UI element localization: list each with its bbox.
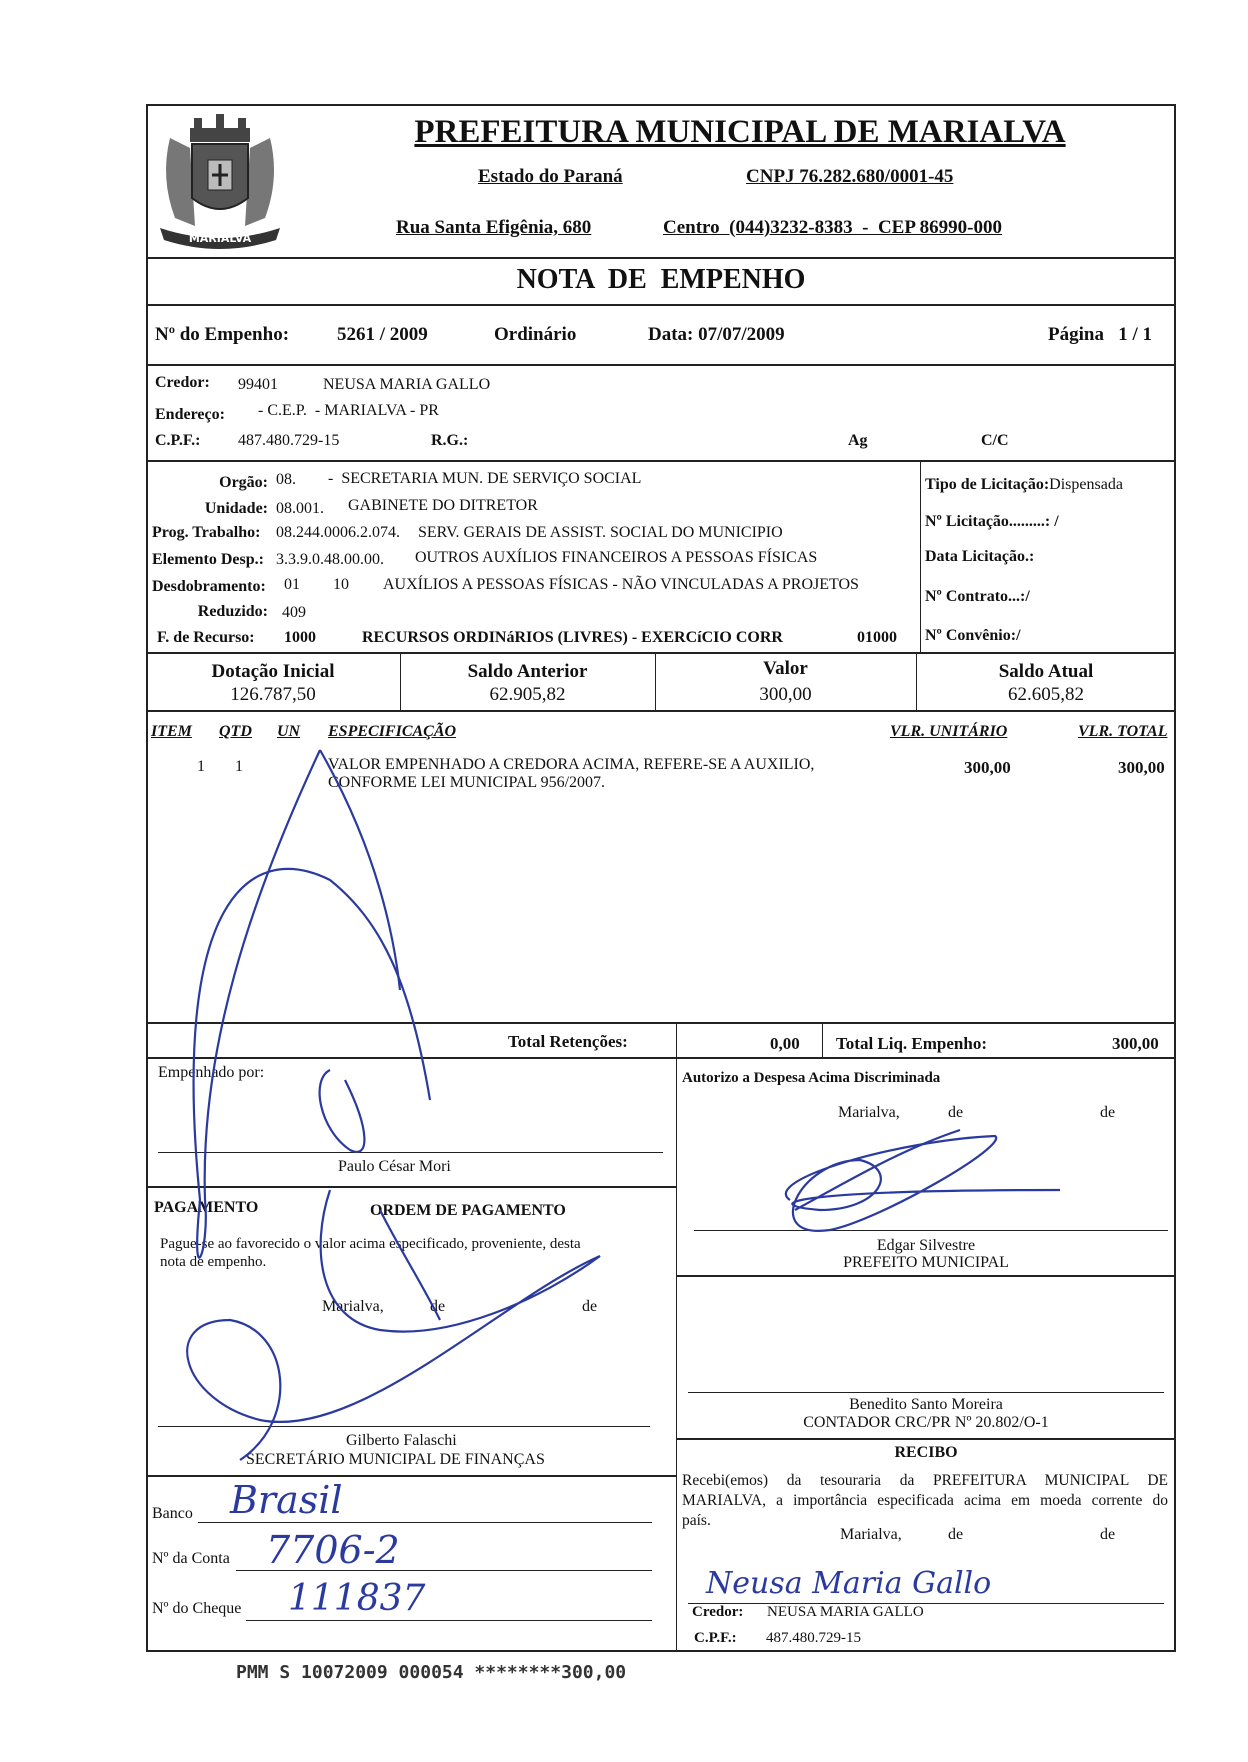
licitacao-data: Data Licitação.: xyxy=(925,548,1035,565)
cheque-value: 111837 xyxy=(288,1578,426,1619)
recibo-credor-name: NEUSA MARIA GALLO xyxy=(767,1604,924,1620)
valor-label: Valor xyxy=(763,658,808,679)
signature-stroke xyxy=(380,1210,440,1320)
street-address: Rua Santa Efigênia, 680 xyxy=(396,217,592,238)
address-value: - C.E.P. - MARIALVA - PR xyxy=(258,402,439,419)
cc-label: C/C xyxy=(981,432,1009,449)
empenhado-por-name: Paulo César Mori xyxy=(338,1158,451,1175)
orgao-label: Orgão: xyxy=(219,474,268,491)
state-name: Estado do Paraná xyxy=(478,166,623,187)
conta-label: Nº da Conta xyxy=(152,1550,230,1567)
total-retencoes-value: 0,00 xyxy=(770,1034,800,1053)
total-retencoes-label: Total Retenções: xyxy=(508,1032,628,1051)
contrato-numero: Nº Contrato...:/ xyxy=(925,588,1030,605)
document-title: NOTA DE EMPENHO xyxy=(516,264,806,295)
prog-desc: SERV. GERAIS DE ASSIST. SOCIAL DO MUNICIPIO xyxy=(418,524,783,541)
reduzido-label: Reduzido: xyxy=(197,603,268,620)
unidade-desc: GABINETE DO DITRETOR xyxy=(348,497,538,514)
dotacao-inicial-label: Dotação Inicial xyxy=(211,661,335,682)
item-total-value: 300,00 xyxy=(1118,758,1165,777)
recibo-text-line2: MARIALVA, a importância especificada acima em moeda corrente do xyxy=(682,1492,1168,1509)
recurso-label: F. de Recurso: xyxy=(157,629,255,646)
prog-label: Prog. Trabalho: xyxy=(152,524,261,541)
autorizo-label: Autorizo a Despesa Acima Discriminada xyxy=(682,1070,941,1086)
contador-role: CONTADOR CRC/PR Nº 20.802/O-1 xyxy=(803,1414,1049,1431)
orgao-code: 08. xyxy=(276,471,296,488)
pagamento-name: Gilberto Falaschi xyxy=(346,1432,457,1449)
autorizo-place: Marialva, xyxy=(838,1104,900,1121)
ag-label: Ag xyxy=(848,432,868,449)
autorizo-de2: de xyxy=(1100,1104,1116,1121)
pagamento-de2: de xyxy=(582,1298,598,1315)
pagamento-label: PAGAMENTO xyxy=(154,1199,259,1216)
licitacao-tipo-value: Dispensada xyxy=(1049,476,1123,493)
page-number: Página 1 / 1 xyxy=(1048,324,1152,345)
total-liquido-value: 300,00 xyxy=(1112,1034,1159,1053)
item-unit-value: 300,00 xyxy=(964,758,1011,777)
items-header-spec: ESPECIFICAÇÃO xyxy=(328,723,457,740)
signature-stroke xyxy=(194,750,430,1258)
reduzido-value: 409 xyxy=(282,604,306,621)
empenho-date: Data: 07/07/2009 xyxy=(648,324,785,345)
signature-stroke xyxy=(187,1190,600,1460)
recibo-cpf-value: 487.480.729-15 xyxy=(766,1630,861,1646)
convenio-numero: Nº Convênio:/ xyxy=(925,627,1021,644)
banco-value: Brasil xyxy=(230,1478,343,1522)
items-header-unit-value: VLR. UNITÁRIO xyxy=(890,723,1008,740)
signature-stroke xyxy=(320,1070,365,1152)
elemento-code: 3.3.9.0.48.00.00. xyxy=(276,551,384,568)
items-header-total-value: VLR. TOTAL xyxy=(1078,723,1168,740)
cpf-label: C.P.F.: xyxy=(155,432,201,449)
saldo-anterior-label: Saldo Anterior xyxy=(467,661,588,682)
saldo-anterior-value: 62.905,82 xyxy=(489,684,566,705)
district-phone-cep: Centro (044)3232-8383 - CEP 86990-000 xyxy=(663,217,1002,238)
pagamento-de1: de xyxy=(430,1298,446,1315)
licitacao-numero: Nº Licitação.........: / xyxy=(925,513,1059,530)
recibo-de2: de xyxy=(1100,1526,1116,1543)
credor-code: 99401 xyxy=(238,376,278,393)
empenho-number: 5261 / 2009 xyxy=(337,324,428,345)
desdobramento-label: Desdobramento: xyxy=(152,578,266,595)
page-title: PREFEITURA MUNICIPAL DE MARIALVA xyxy=(414,114,1066,150)
crest-banner-text: MARIALVA xyxy=(188,232,252,245)
unidade-label: Unidade: xyxy=(204,500,268,517)
recibo-place: Marialva, xyxy=(840,1526,902,1543)
empenho-type: Ordinário xyxy=(494,324,577,345)
recibo-cpf-label: C.P.F.: xyxy=(694,1630,737,1646)
conta-value: 7706-2 xyxy=(266,1528,400,1572)
credor-name: NEUSA MARIA GALLO xyxy=(323,376,491,393)
pagamento-text-line1: Pague-se ao favorecido o valor acima especificado, proveniente, desta xyxy=(160,1236,581,1252)
pagamento-place: Marialva, xyxy=(322,1298,384,1315)
items-header-item: ITEM xyxy=(151,723,192,740)
item-spec-line2: CONFORME LEI MUNICIPAL 956/2007. xyxy=(328,774,606,791)
item-number: 1 xyxy=(197,758,205,775)
licitacao-tipo-label: Tipo de Licitação: xyxy=(925,476,1050,493)
rg-label: R.G.: xyxy=(431,432,469,449)
recibo-text-line1: Recebi(emos) da tesouraria da PREFEITURA MUNICIPAL DE xyxy=(682,1472,1168,1489)
recibo-text-line3: país. xyxy=(682,1512,711,1529)
elemento-label: Elemento Desp.: xyxy=(152,551,264,568)
desdobramento-desc: AUXÍLIOS A PESSOAS FÍSICAS - NÃO VINCULADAS A PROJETOS xyxy=(383,576,859,593)
recibo-de1: de xyxy=(948,1526,964,1543)
item-spec-line1: VALOR EMPENHADO A CREDORA ACIMA, REFERE-SE A AUXILIO, xyxy=(328,756,815,773)
orgao-desc: - SECRETARIA MUN. DE SERVIÇO SOCIAL xyxy=(328,470,642,487)
valor-value: 300,00 xyxy=(759,684,812,705)
signature-stroke xyxy=(786,1136,1060,1231)
saldo-atual-value: 62.605,82 xyxy=(1008,684,1084,705)
unidade-code: 08.001. xyxy=(276,500,324,517)
dotacao-inicial-value: 126.787,50 xyxy=(230,684,316,705)
recurso-code2: 01000 xyxy=(857,629,897,646)
desdobramento-code2: 10 xyxy=(333,576,349,593)
saldo-atual-label: Saldo Atual xyxy=(998,661,1094,682)
autorizo-de1: de xyxy=(948,1104,964,1121)
payment-stamp: PMM S 10072009 000054 ********300,00 xyxy=(236,1662,627,1683)
autorizo-role: PREFEITO MUNICIPAL xyxy=(843,1254,1009,1271)
total-liquido-label: Total Liq. Empenho: xyxy=(836,1034,987,1053)
ordem-pagamento-label: ORDEM DE PAGAMENTO xyxy=(370,1202,566,1219)
prog-code: 08.244.0006.2.074. xyxy=(276,524,400,541)
cnpj: CNPJ 76.282.680/0001-45 xyxy=(746,166,954,187)
banco-label: Banco xyxy=(152,1505,193,1522)
autorizo-name: Edgar Silvestre xyxy=(876,1237,976,1254)
recibo-label: RECIBO xyxy=(894,1444,958,1461)
address-label: Endereço: xyxy=(155,406,225,423)
recibo-credor-label: Credor: xyxy=(692,1604,744,1620)
pagamento-role: SECRETÁRIO MUNICIPAL DE FINANÇAS xyxy=(246,1451,545,1468)
desdobramento-code1: 01 xyxy=(284,576,300,593)
empenhado-por-label: Empenhado por: xyxy=(158,1064,265,1081)
credor-label: Credor: xyxy=(155,374,210,391)
pagamento-text-line2: nota de empenho. xyxy=(160,1254,267,1270)
items-header-qtd: QTD xyxy=(219,723,252,740)
cpf-value: 487.480.729-15 xyxy=(238,432,340,449)
elemento-desc: OUTROS AUXÍLIOS FINANCEIROS A PESSOAS FÍSICAS xyxy=(415,549,818,566)
contador-name: Benedito Santo Moreira xyxy=(849,1396,1003,1413)
empenho-number-label: Nº do Empenho: xyxy=(155,324,290,345)
recurso-code: 1000 xyxy=(284,629,316,646)
credor-signature: Neusa Maria Gallo xyxy=(706,1566,992,1601)
items-header-un: UN xyxy=(277,723,301,740)
recurso-desc: RECURSOS ORDINáRIOS (LIVRES) - EXERCíCIO CORR xyxy=(362,629,783,646)
item-qtd: 1 xyxy=(235,758,243,775)
cheque-label: Nº do Cheque xyxy=(152,1600,242,1617)
